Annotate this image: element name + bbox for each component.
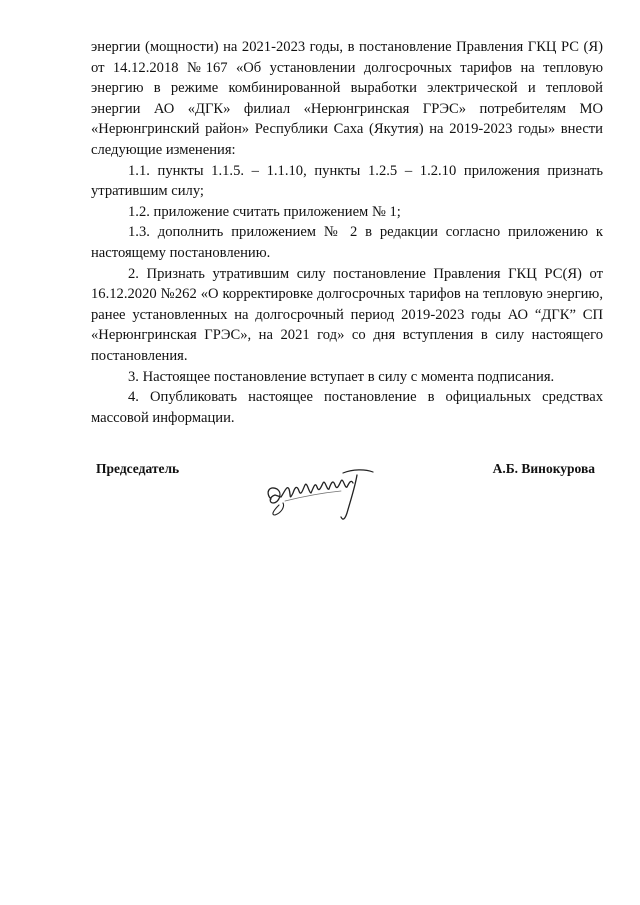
paragraph-item-1-2: 1.2. приложение считать приложением № 1; [128,203,401,220]
paragraph-item-4: 4. Опубликовать настоящее постановление в официальных средствах массовой информации. [91,389,603,426]
signatory-title: Председатель [96,461,180,476]
paragraph-item-2: 2. Признать утратившим силу постановление Правления ГКЦ РС(Я) от 16.12.2020 №262 «О корректировке долгосрочных тарифов на тепловую энергию, ранее установленных на долгосрочный период 2019-2023 годы АО “ДГК” СП «Нерюнгринская ГРЭС», на 2021 год» со дня вступления в силу настоящего постановления. [91,265,603,364]
paragraph-item-3: 3. Настоящее постановление вступает в силу с момента подписания. [128,368,555,385]
paragraph-item-1-1: 1.1. пункты 1.1.5. – 1.1.10, пункты 1.2.5 – 1.2.10 приложения признать утратившим силу; [91,162,603,200]
signatory-name: А.Б. Винокурова [492,461,595,476]
handwritten-signature [261,463,376,525]
paragraph-continuation: энергии (мощности) на 2021-2023 годы, в постановление Правления ГКЦ РС (Я) от 14.12.2018 №167 «Об установлении долгосрочных тарифов на тепловую энергию в режиме комбинированной выработки электрической и тепловой энергии АО «ДГК» филиал «Нерюнгринская ГРЭС» потребителям МО «Нерюнгринский район» Республики Саха (Якутия) на 2019-2023 годы» внести следующие изменения: [91,39,603,158]
signature-block [91,455,603,525]
paragraph-item-1-3: 1.3. дополнить приложением № 2 в редакции согласно приложению к настоящему постановлению. [91,224,603,261]
document-body [91,37,603,428]
